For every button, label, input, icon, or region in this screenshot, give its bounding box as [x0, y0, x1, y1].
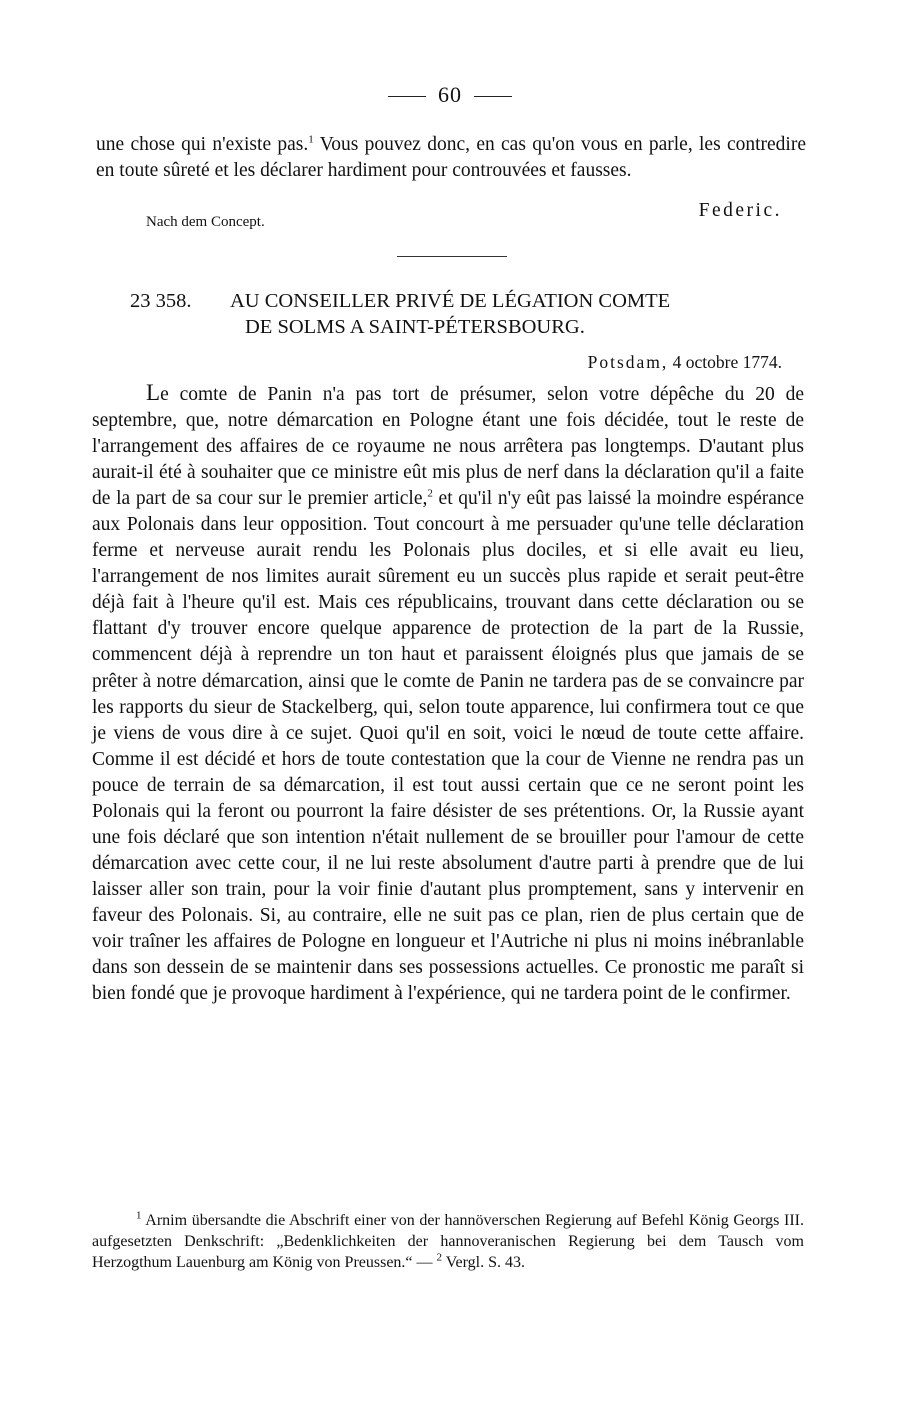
- continuation-paragraph: [96, 132, 806, 184]
- letter-body: [92, 380, 804, 1007]
- footnote-ref-1: 1: [308, 133, 314, 146]
- dateline-date: 4 octobre 1774.: [668, 352, 782, 372]
- page-number: [0, 82, 900, 108]
- signature: Federic.: [698, 200, 782, 221]
- dateline: [588, 352, 782, 373]
- letter-title-line1: AU CONSEILLER PRIVÉ DE LÉGATION COMTE: [230, 290, 671, 312]
- footnote-ref-2: 2: [427, 487, 433, 500]
- continuation-text-start: une chose qui n'existe pas.: [96, 134, 309, 155]
- footnotes: [92, 1210, 804, 1273]
- letter-number: 23 358.: [130, 290, 192, 312]
- continuation-text-end: Vous pouvez donc, en cas qu'on vous en parle, les contredire en toute sûreté et les déclarer hardiment pour controuvées et fausses.: [96, 134, 806, 181]
- dateline-place: Potsdam,: [587, 352, 669, 372]
- footnote-mark-2: 2: [436, 1251, 443, 1264]
- letter-body-part2: et qu'il n'y eût pas laissé la moindre espérance aux Polonais dans leur opposition. Tout concourt à me persuader qu'une telle déclaration ferme et nerveuse aurait rendu les Polonais plus dociles, et si elle avait eu lieu, l'arrangement de nos limites aurait sûrement eu un succès plus rapide et serait peut-être déjà fait à l'heure qu'il est. Mais ces républicains, trouvant dans cette déclaration ou se flattant d'y trouver encore quelque apparence de protection de la part de la Russie, commencent déjà à reprendre un ton haut et paraissent éloignés plus que jamais de se prêter à notre démarcation, ainsi que le comte de Panin ne tardera pas de se convaincre par les rapports du sieur de Stackelberg, qui, selon toute apparence, lui confirmera tout ce que je viens de vous dire à ce sujet. Quoi qu'il en soit, voici le nœud de toute cette affaire. Comme il est décidé et hors de toute contestation que la cour de Vienne ne rendra pas un pouce de terrain de sa démarcation, il est tout aussi certain que ce ne seront point les Polonais qui la feront ou pourront la faire désister de ses prétentions. Or, la Russie ayant une fois déclaré que son intention n'était nullement de se brouiller pour l'amour de cette démarcation avec cette cour, il ne lui reste absolument d'autre parti à prendre que de lui laisser aller son train, pour la voir finie d'autant plus promptement, sans y intervenir en faveur des Polonais. Si, au contraire, elle ne suit pas ce plan, rien de plus certain que de voir traîner les affaires de Pologne en longueur et l'Autriche ni plus ni moins inébranlable dans son dessein de se maintenir dans ses possessions actuelles. Ce pronostic me paraît si bien fondé que je provoque hardiment à l'expérience, qui ne tardera point de le confirmer.: [92, 488, 804, 1005]
- page-number-dash-right: [474, 96, 512, 97]
- footnote-text-1: Arnim übersandte die Abschrift einer von der hannöverschen Regierung auf Befehl König Georgs III. aufgesetzten Denkschrift: „Bedenklichkeiten der hannoveranischen Regierung bei dem Tausch vom Herzogthum Lauenburg am König von Preussen.“ —: [92, 1212, 804, 1271]
- page-number-text: 60: [438, 82, 462, 107]
- letter-heading-line1: [130, 288, 790, 314]
- footnote-mark-1: 1: [136, 1209, 142, 1222]
- letter-title-line2: DE SOLMS A SAINT-PÉTERSBOURG.: [245, 316, 585, 338]
- section-divider: [397, 256, 507, 257]
- footnote-text-2: Vergl. S. 43.: [442, 1254, 526, 1271]
- source-note: Nach dem Concept.: [146, 214, 265, 230]
- letter-body-part1: Le comte de Panin n'a pas tort de présumer, selon votre dépêche du 20 de septembre, que, notre démarcation en Pologne étant une fois décidée, tout le reste de l'arrangement des affaires de ce royaume ne nous arrêtera pas longtemps. D'autant plus aurait-il été à souhaiter que ce ministre eût mis plus de nerf dans la déclaration qu'il a faite de la part de sa cour sur le premier article,: [92, 380, 804, 510]
- letter-heading: [130, 288, 790, 340]
- page-number-dash-left: [388, 96, 426, 97]
